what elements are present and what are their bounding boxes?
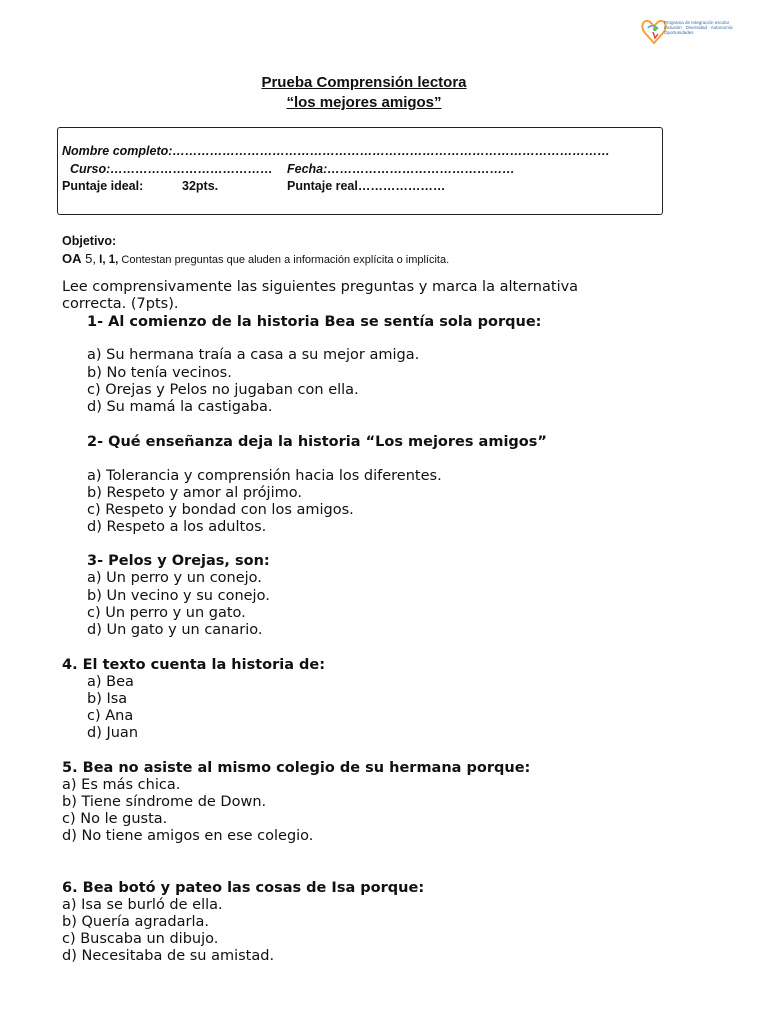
logo-line: Inclusión · Diversidad · Autonomía bbox=[664, 25, 733, 30]
question-6-option[interactable]: d) Necesitaba de su amistad. bbox=[62, 948, 275, 964]
question-5-option[interactable]: c) No le gusta. bbox=[62, 811, 168, 827]
instructions-line: Lee comprensivamente las siguientes preguntas y marca la alternativa bbox=[62, 279, 579, 295]
question-5-prompt: 5. Bea no asiste al mismo colegio de su hermana porque: bbox=[62, 760, 531, 776]
question-3-option[interactable]: a) Un perro y un conejo. bbox=[87, 570, 262, 586]
question-4-option[interactable]: b) Isa bbox=[87, 691, 128, 707]
logo-line: Programa de Integración escolar bbox=[664, 20, 730, 25]
logo-line: Oportunidades bbox=[664, 30, 694, 35]
nombre-field[interactable]: Nombre completo:…………………………………………………………………………………………… bbox=[62, 144, 610, 158]
question-4-prompt: 4. El texto cuenta la historia de: bbox=[62, 657, 326, 673]
oa-codes: I, 1, bbox=[95, 254, 119, 266]
question-4-option[interactable]: d) Juan bbox=[87, 725, 139, 741]
question-4-option[interactable]: a) Bea bbox=[87, 674, 134, 690]
question-3-option[interactable]: b) Un vecino y su conejo. bbox=[87, 588, 270, 604]
objetivo-line bbox=[62, 251, 449, 266]
question-1-prompt: 1- Al comienzo de la historia Bea se sentía sola porque: bbox=[87, 314, 542, 330]
question-6-option[interactable]: a) Isa se burló de ella. bbox=[62, 897, 223, 913]
puntaje-ideal-value: 32pts. bbox=[182, 179, 219, 193]
question-5-option[interactable]: a) Es más chica. bbox=[62, 777, 181, 793]
question-1-option[interactable]: b) No tenía vecinos. bbox=[87, 365, 232, 381]
question-4-option[interactable]: c) Ana bbox=[87, 708, 134, 724]
question-3-option[interactable]: c) Un perro y un gato. bbox=[87, 605, 246, 621]
question-6-prompt: 6. Bea botó y pateo las cosas de Isa porque: bbox=[62, 880, 425, 896]
puntaje-real-field[interactable]: Puntaje real………………… bbox=[287, 179, 446, 193]
question-5-option[interactable]: d) No tiene amigos en ese colegio. bbox=[62, 828, 314, 844]
question-1-option[interactable]: a) Su hermana traía a casa a su mejor amiga. bbox=[87, 347, 420, 363]
fecha-field[interactable]: Fecha:……………………………………… bbox=[287, 162, 515, 176]
question-2-option[interactable]: b) Respeto y amor al prójimo. bbox=[87, 485, 302, 501]
instructions-line: correcta. (7pts). bbox=[62, 296, 179, 312]
question-2-option[interactable]: d) Respeto a los adultos. bbox=[87, 519, 267, 535]
question-2-prompt: 2- Qué enseñanza deja la historia “Los mejores amigos” bbox=[87, 434, 547, 450]
puntaje-ideal-label: Puntaje ideal: bbox=[62, 179, 144, 193]
question-1-option[interactable]: d) Su mamá la castigaba. bbox=[87, 399, 273, 415]
question-3-option[interactable]: d) Un gato y un canario. bbox=[87, 622, 263, 638]
question-2-option[interactable]: c) Respeto y bondad con los amigos. bbox=[87, 502, 354, 518]
page-subtitle: “los mejores amigos” bbox=[286, 94, 442, 111]
oa-number: 5, bbox=[81, 251, 96, 266]
question-6-option[interactable]: c) Buscaba un dibujo. bbox=[62, 931, 219, 947]
page-title: Prueba Comprensión lectora bbox=[261, 74, 467, 91]
question-6-option[interactable]: b) Quería agradarla. bbox=[62, 914, 209, 930]
question-1-option[interactable]: c) Orejas y Pelos no jugaban con ella. bbox=[87, 382, 359, 398]
question-2-option[interactable]: a) Tolerancia y comprensión hacia los diferentes. bbox=[87, 468, 442, 484]
oa-label: OA bbox=[62, 251, 82, 266]
curso-field[interactable]: Curso:………………………………… bbox=[70, 162, 273, 176]
objetivo-label: Objetivo: bbox=[62, 234, 117, 248]
objetivo-text: Contestan preguntas que aluden a información explícita o implícita. bbox=[118, 254, 450, 266]
question-5-option[interactable]: b) Tiene síndrome de Down. bbox=[62, 794, 267, 810]
question-3-prompt: 3- Pelos y Orejas, son: bbox=[87, 553, 270, 569]
logo-caption bbox=[664, 20, 744, 35]
